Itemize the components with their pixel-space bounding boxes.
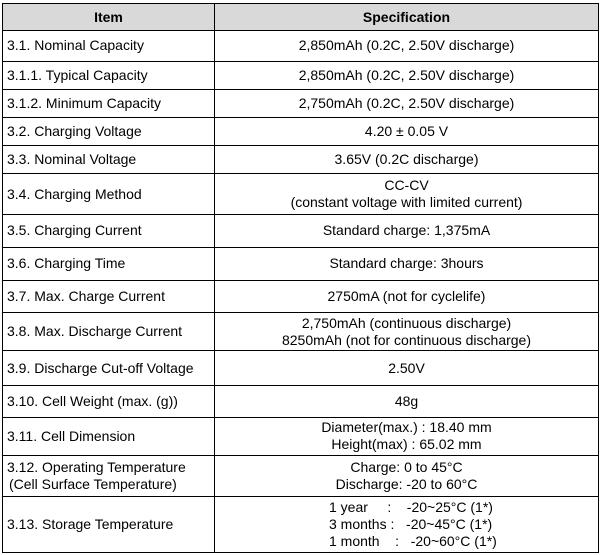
spec-line: 3 months : -20~45°C (1*) xyxy=(329,515,493,532)
spec-cell xyxy=(215,386,599,418)
spec-line: 8250mAh (not for continuous discharge) xyxy=(281,331,532,348)
spec-line: Height(max) : 65.02 mm xyxy=(331,436,482,453)
spec-cell xyxy=(215,417,599,456)
item-cell: 3.1.1. Typical Capacity xyxy=(3,61,215,89)
spec-line: Standard charge: 3hours xyxy=(329,255,484,272)
spec-line: 4.20 ± 0.05 V xyxy=(364,123,449,140)
spec-line: (constant voltage with limited current) xyxy=(290,194,523,211)
item-cell: 3.2. Charging Voltage xyxy=(3,118,215,145)
item-cell: 3.1.2. Minimum Capacity xyxy=(3,90,215,118)
spec-line: 2,750mAh (0.2C, 2.50V discharge) xyxy=(298,95,515,112)
table-row xyxy=(3,31,599,62)
spec-cell xyxy=(215,351,599,386)
spec-line: 2,750mAh (continuous discharge) xyxy=(301,314,512,331)
spec-line: 48g xyxy=(394,392,419,409)
specification-column-header: Specification xyxy=(215,4,599,31)
spec-cell xyxy=(215,247,599,281)
table-row xyxy=(3,351,599,386)
spec-cell xyxy=(215,90,599,118)
table-row xyxy=(3,61,599,89)
item-cell: 3.9. Discharge Cut-off Voltage xyxy=(3,351,215,386)
spec-cell xyxy=(215,118,599,145)
spec-line: Diameter(max.) : 18.40 mm xyxy=(321,419,492,436)
spec-cell xyxy=(215,281,599,313)
table-row xyxy=(3,281,599,313)
spec-line: 3.65V (0.2C discharge) xyxy=(334,151,479,168)
table-header-row xyxy=(3,4,599,31)
spec-line: Charge: 0 to 45°C xyxy=(350,459,463,476)
table-row xyxy=(3,456,599,497)
table-row xyxy=(3,247,599,281)
spec-line: 1 year : -20~25°C (1*) xyxy=(329,498,493,515)
spec-line: 2.50V xyxy=(388,359,425,376)
spec-cell xyxy=(215,456,599,497)
item-line: 3.12. Operating Temperature xyxy=(7,459,186,476)
spec-line: Discharge: -20 to 60°C xyxy=(335,476,478,493)
item-line: (Cell Surface Temperature) xyxy=(9,476,177,493)
spec-cell xyxy=(215,61,599,89)
spec-cell xyxy=(215,312,599,351)
table-row xyxy=(3,145,599,173)
item-cell: 3.6. Charging Time xyxy=(3,247,215,281)
item-cell: 3.11. Cell Dimension xyxy=(3,417,215,456)
table-row xyxy=(3,118,599,145)
table-row xyxy=(3,312,599,351)
table-row xyxy=(3,417,599,456)
item-cell: 3.4. Charging Method xyxy=(3,174,215,215)
item-cell xyxy=(3,456,215,497)
item-cell: 3.8. Max. Discharge Current xyxy=(3,312,215,351)
spec-cell xyxy=(215,215,599,248)
table-row xyxy=(3,90,599,118)
spec-cell xyxy=(215,145,599,173)
table-row xyxy=(3,386,599,418)
item-cell: 3.13. Storage Temperature xyxy=(3,496,215,552)
table-row xyxy=(3,215,599,248)
item-cell: 3.10. Cell Weight (max. (g)) xyxy=(3,386,215,418)
item-cell: 3.5. Charging Current xyxy=(3,215,215,248)
item-cell: 3.3. Nominal Voltage xyxy=(3,145,215,173)
item-cell: 3.1. Nominal Capacity xyxy=(3,31,215,62)
spec-cell xyxy=(215,496,599,552)
spec-line: CC-CV xyxy=(384,177,429,194)
spec-cell xyxy=(215,31,599,62)
table-row xyxy=(3,496,599,552)
spec-line: Standard charge: 1,375mA xyxy=(322,222,491,239)
item-cell: 3.7. Max. Charge Current xyxy=(3,281,215,313)
spec-line: 2,850mAh (0.2C, 2.50V discharge) xyxy=(298,66,515,83)
spec-cell xyxy=(215,174,599,215)
spec-line: 1 month : -20~60°C (1*) xyxy=(329,532,497,549)
table-row xyxy=(3,174,599,215)
spec-line: 2750mA (not for cyclelife) xyxy=(327,288,486,305)
specification-table xyxy=(2,3,599,553)
item-column-header: Item xyxy=(3,4,215,31)
spec-line: 2,850mAh (0.2C, 2.50V discharge) xyxy=(298,37,515,54)
